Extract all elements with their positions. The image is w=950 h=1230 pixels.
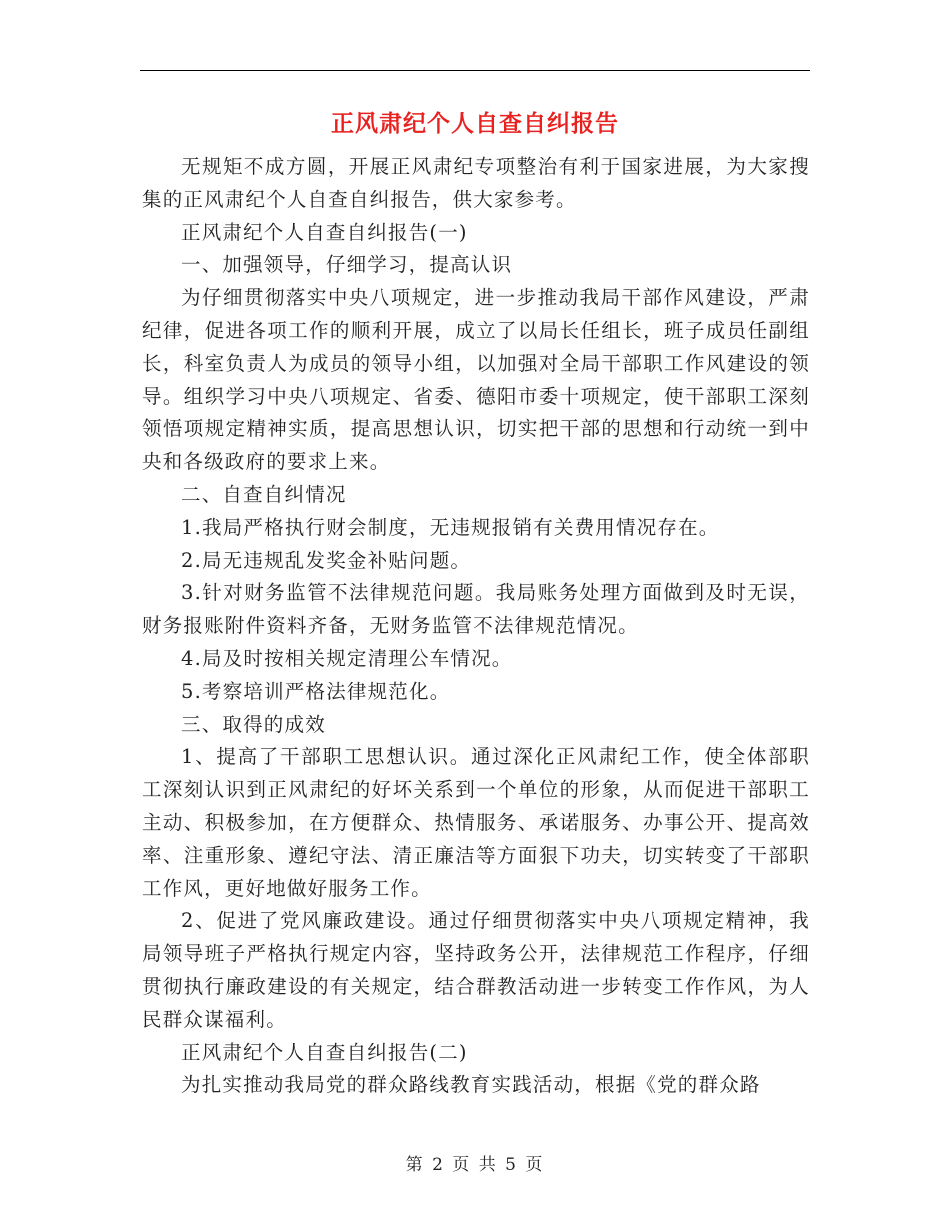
section-heading-1: 一、加强领导，仔细学习，提高认识 [181,253,513,277]
report-one-heading: 正风肃纪个人自查自纠报告(一) [181,220,468,244]
intro-paragraph: 无规矩不成方圆，开展正风肃纪专项整治有利于国家进展，为大家搜集的正风肃纪个人自查自纠报告，供大家参考。 [142,155,810,211]
document-title: 正风肃纪个人自查自纠报告 [331,110,619,137]
section-heading-3: 三、取得的成效 [181,712,326,736]
list-item-5: 5.考察培训严格法律规范化。 [181,679,451,703]
body-paragraph: 为扎实推动我局党的群众路线教育实践活动，根据《党的群众路 [181,1073,761,1097]
body-paragraph: 2、促进了党风廉政建设。通过仔细贯彻落实中央八项规定精神，我局领导班子严格执行规定内容，坚持政务公开，法律规范工作程序，仔细贯彻执行廉政建设的有关规定，结合群教活动进一步转变工作作风，为人民群众谋福利。 [142,909,810,1031]
list-item-3: 3.针对财务监管不法律规范问题。我局账务处理方面做到及时无误，财务报账附件资料齐备，无财务监管不法律规范情况。 [142,581,810,638]
section-heading-2: 二、自查自纠情况 [181,482,347,506]
body-paragraph: 为仔细贯彻落实中央八项规定，进一步推动我局干部作风建设，严肃纪律，促进各项工作的顺利开展，成立了以局长任组长，班子成员任副组长，科室负责人为成员的领导小组，以加强对全局干部职工作风建设的领导。组织学习中央八项规定、省委、德阳市委十项规定，使干部职工深刻领悟项规定精神实质，提高思想认识，切实把干部的思想和行动统一到中央和各级政府的要求上来。 [142,286,810,474]
list-item-1: 1.我局严格执行财会制度，无违规报销有关费用情况存在。 [181,515,720,539]
header-rule [140,70,810,71]
body-paragraph: 1、提高了干部职工思想认识。通过深化正风肃纪工作，使全体部职工深刻认识到正风肃纪的好坏关系到一个单位的形象，从而促进干部职工主动、积极参加，在方便群众、热情服务、承诺服务、办事公开、提高效率、注重形象、遵纪守法、清正廉洁等方面狠下功夫，切实转变了干部职工作风，更好地做好服务工作。 [142,745,810,900]
report-two-heading: 正风肃纪个人自查自纠报告(二) [181,1040,468,1064]
document-body [142,151,810,1102]
list-item-2: 2.局无违规乱发奖金补贴问题。 [181,548,472,572]
page-number-footer: 第 2 页 共 5 页 [405,1155,545,1175]
list-item-4: 4.局及时按相关规定清理公车情况。 [181,646,513,670]
